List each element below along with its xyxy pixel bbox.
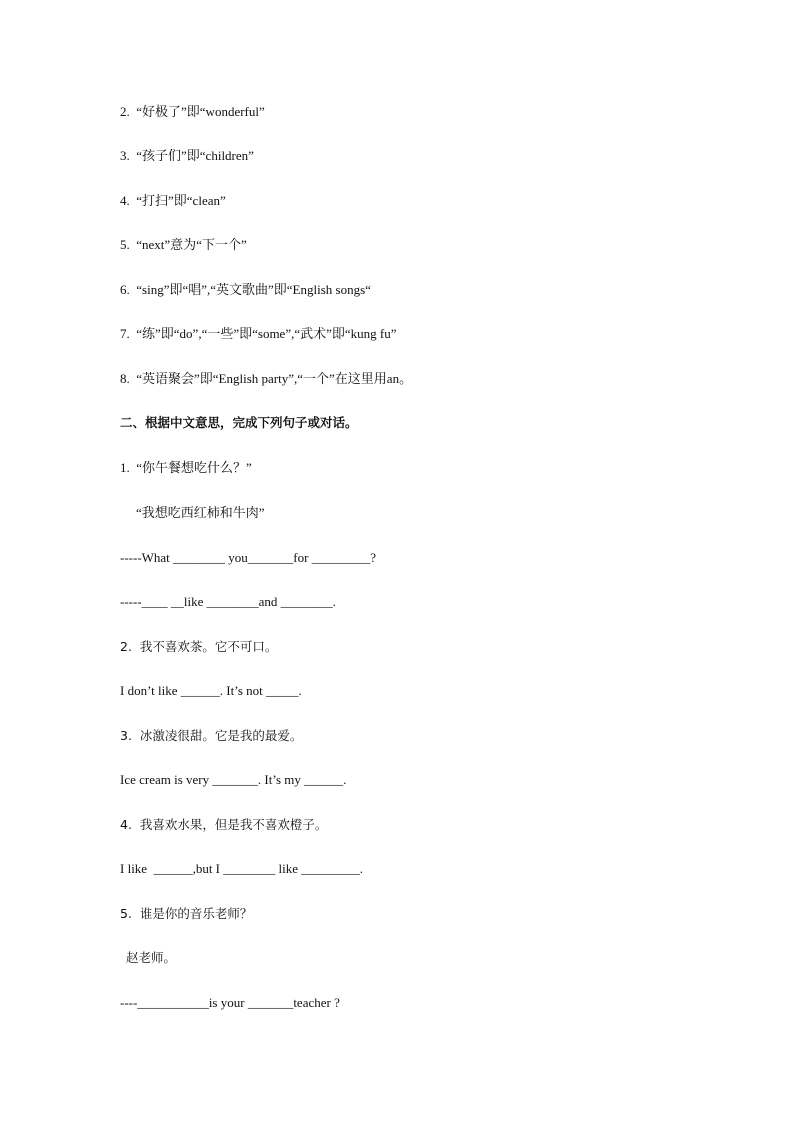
question-4-prompt: 4. 我喜欢水果，但是我不喜欢橙子。: [120, 817, 328, 832]
vocab-item-2: 2. “好极了”即“wonderful”: [120, 104, 265, 119]
question-5-blank-line: ----___________is your _______teacher ?: [120, 995, 340, 1010]
question-2-blank-line: I don’t like ______. It’s not _____.: [120, 683, 302, 698]
vocab-item-6: 6. “sing”即“唱”,“英文歌曲”即“English songs“: [120, 282, 371, 297]
vocab-item-3: 3. “孩子们”即“children”: [120, 148, 254, 163]
question-5-prompt: 5. 谁是你的音乐老师？: [120, 906, 253, 921]
question-1-prompt: 1. “你午餐想吃什么？”: [120, 460, 252, 475]
question-1-blank-line-1: -----What ________ you_______for _________?: [120, 550, 376, 565]
vocab-item-8: 8. “英语聚会”即“English party”,“一个”在这里用an。: [120, 371, 413, 386]
question-1-answer-cn: “我想吃西红柿和牛肉”: [136, 505, 265, 520]
section-heading: 二、根据中文意思，完成下列句子或对话。: [120, 415, 358, 430]
question-3-blank-line: Ice cream is very _______. It’s my ______.: [120, 772, 347, 787]
question-4-blank-line: I like ______,but I ________ like _________.: [120, 861, 364, 876]
question-5-answer-cn: 赵老师。: [126, 950, 177, 965]
vocab-item-4: 4. “打扫”即“clean”: [120, 193, 226, 208]
vocab-item-7: 7. “练”即“do”,“一些”即“some”,“武术”即“kung fu”: [120, 326, 397, 341]
question-1-blank-line-2: -----____ __like ________and ________.: [120, 594, 336, 609]
vocab-item-5: 5. “next”意为“下一个”: [120, 237, 247, 252]
question-3-prompt: 3. 冰激凌很甜。它是我的最爱。: [120, 728, 303, 743]
question-2-prompt: 2. 我不喜欢茶。它不可口。: [120, 639, 278, 654]
